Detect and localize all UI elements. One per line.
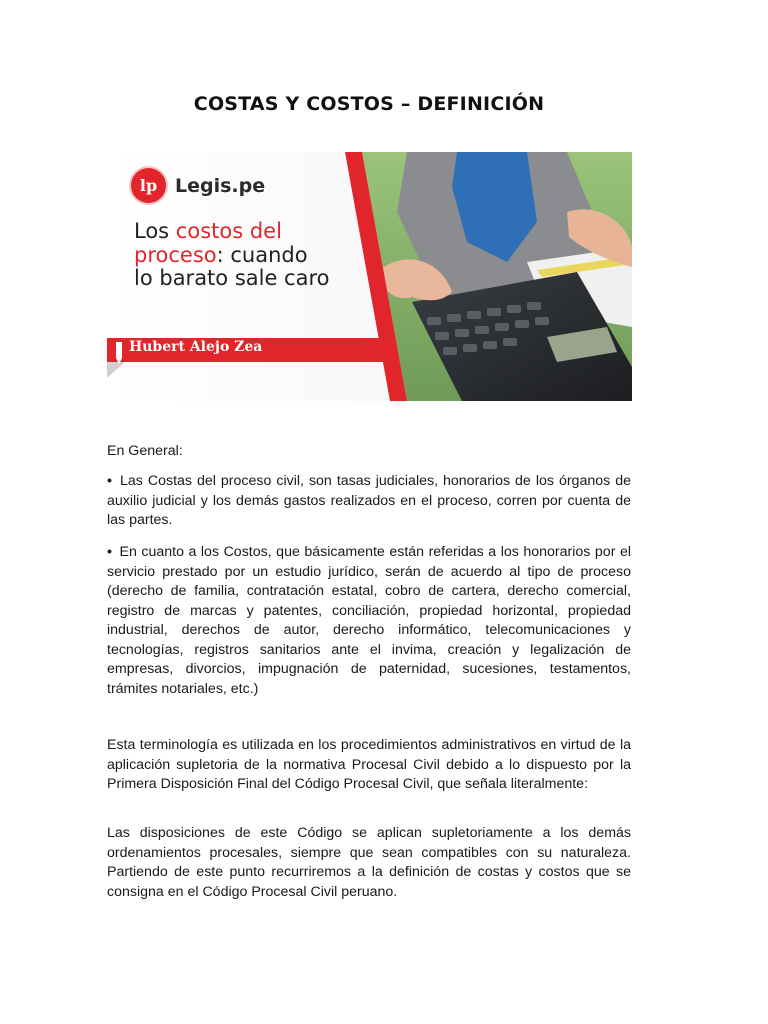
logo-name: Legis.pe bbox=[175, 174, 266, 197]
headline-line-1-plain: Los bbox=[134, 219, 176, 243]
banner-headline bbox=[134, 220, 330, 291]
logo-badge-icon: lp bbox=[131, 168, 166, 203]
page-title: COSTAS Y COSTOS – DEFINICIÓN bbox=[193, 93, 545, 115]
banner-author: Hubert Alejo Zea bbox=[129, 339, 263, 355]
general-heading: En General: bbox=[107, 443, 183, 459]
bullet-text-costas: Las Costas del proceso civil, son tasas judiciales, honorarios de los órganos de auxilio judicial y los demás gastos realizados en el proceso, corren por cuenta de las partes. bbox=[107, 473, 631, 528]
headline-line-3: lo barato sale caro bbox=[134, 266, 330, 290]
legis-logo bbox=[131, 168, 265, 203]
headline-line-1-accent: costos del bbox=[175, 219, 282, 243]
bullet-text-costos: En cuanto a los Costos, que básicamente están referidas a los honorarios por el servicio prestado por un estudio jurídico, serán de acuerdo al tipo de proceso (derecho de familia, contratación estatal, cobro de cartera, derecho comercial, registro de marcas y patentes, conciliación, propiedad horizontal, propiedad industrial, derechos de autor, derecho informático, telecomunicaciones y tecnologías, registros sanitarios ante el invima, creación y legalización de empresas, divorcios, impugnación de paternidad, sucesiones, testamentos, trámites notariales, etc.) bbox=[107, 544, 631, 697]
bullet-paragraph-costos bbox=[107, 543, 631, 699]
headline-line-2-plain: : cuando bbox=[216, 242, 308, 267]
article-banner-image bbox=[107, 152, 632, 401]
headline-line-2 bbox=[134, 244, 330, 268]
bullet-paragraph-costas bbox=[107, 472, 631, 531]
terminology-paragraph: Esta terminología es utilizada en los procedimientos administrativos en virtud de la aplicación supletoria de la normativa Procesal Civil debido a lo dispuesto por la Primera Disposición Final del Código Procesal Civil, que señala literalmente: bbox=[107, 737, 631, 792]
disposition-paragraph: Las disposiciones de este Código se aplican supletoriamente a los demás ordenamientos procesales, siempre que sean compatibles con su naturaleza. Partiendo de este punto recurriremos a la definición de costas y costos que se consigna en el Código Procesal Civil peruano. bbox=[107, 825, 631, 900]
bullet-icon: • bbox=[107, 473, 112, 489]
headline-line-1 bbox=[134, 220, 330, 244]
bullet-icon: • bbox=[107, 544, 112, 560]
headline-line-2-accent: proceso bbox=[134, 242, 217, 267]
